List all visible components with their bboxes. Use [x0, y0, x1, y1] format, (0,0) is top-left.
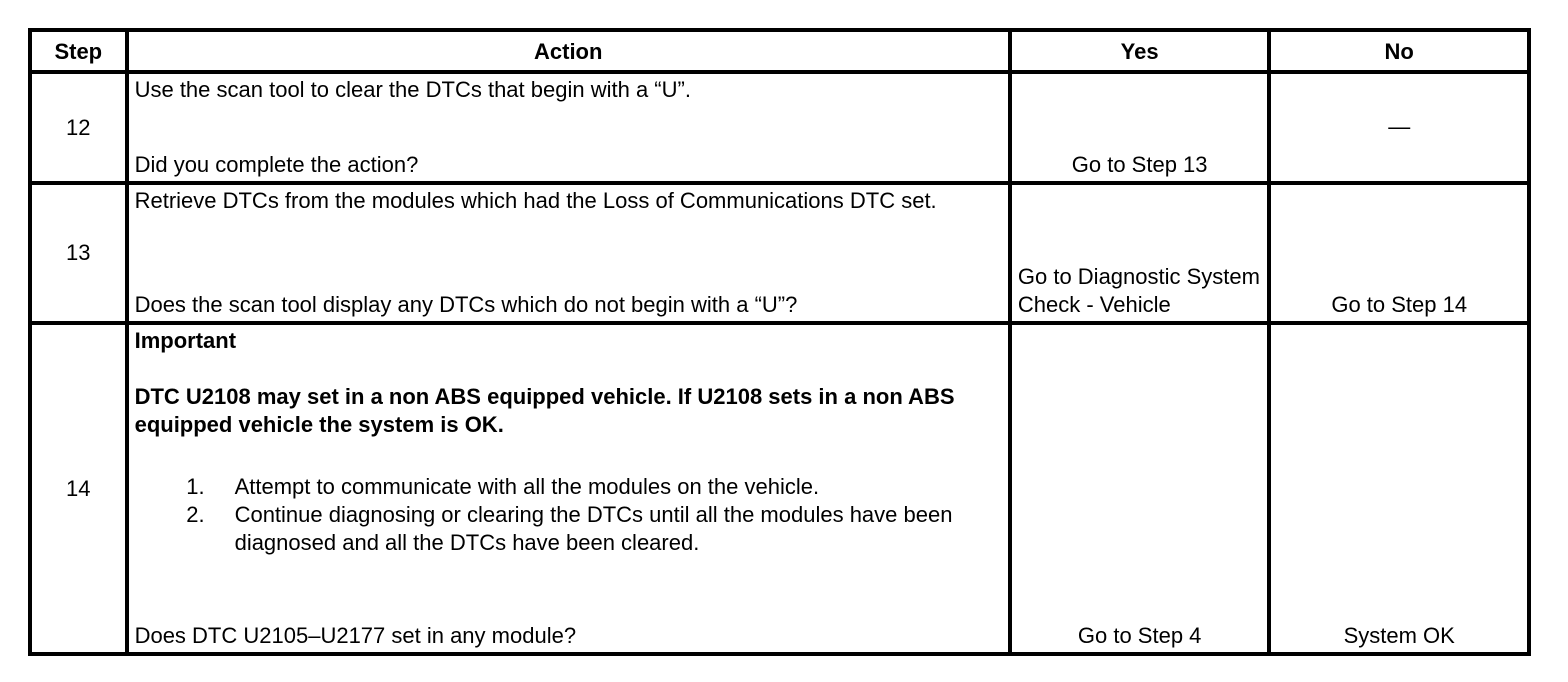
step-number: 12 — [30, 72, 127, 183]
table-row — [30, 323, 1529, 654]
header-yes: Yes — [1010, 30, 1270, 72]
action-text: Retrieve DTCs from the modules which had the Loss of Communications DTC set. — [134, 188, 937, 213]
step-number: 14 — [30, 323, 127, 654]
action-cell — [127, 323, 1010, 654]
table-row — [30, 72, 1529, 183]
diagnostic-step-table — [28, 28, 1531, 656]
action-text: Use the scan tool to clear the DTCs that begin with a “U”. — [134, 77, 691, 102]
list-item-text: Attempt to communicate with all the modules on the vehicle. — [234, 474, 820, 499]
action-question: Did you complete the action? — [134, 152, 419, 177]
table-row — [30, 183, 1529, 323]
procedure-list — [135, 473, 1002, 557]
action-cell — [127, 183, 1010, 323]
important-note: DTC U2108 may set in a non ABS equipped vehicle. If U2108 sets in a non ABS equipped vehicle the system is OK. — [134, 384, 955, 437]
yes-cell: Go to Step 13 — [1010, 72, 1270, 183]
no-cell: System OK — [1269, 323, 1529, 654]
no-cell: Go to Step 14 — [1269, 183, 1529, 323]
yes-cell: Go to Step 4 — [1010, 323, 1270, 654]
important-label: Important — [134, 328, 237, 353]
yes-cell: Go to Diagnostic System Check - Vehicle — [1010, 183, 1270, 323]
header-no: No — [1269, 30, 1529, 72]
list-item — [135, 473, 1002, 501]
list-item-text: Continue diagnosing or clearing the DTCs until all the modules have been diagnosed and all the DTCs have been cleared. — [234, 502, 953, 555]
header-action: Action — [127, 30, 1010, 72]
table-header-row — [30, 30, 1529, 72]
list-item-number: 2. — [186, 502, 205, 527]
action-question: Does the scan tool display any DTCs which do not begin with a “U”? — [134, 292, 798, 317]
step-number: 13 — [30, 183, 127, 323]
action-question: Does DTC U2105–U2177 set in any module? — [134, 623, 577, 648]
list-item-number: 1. — [186, 474, 205, 499]
header-step: Step — [30, 30, 127, 72]
list-item — [135, 501, 1002, 557]
action-cell — [127, 72, 1010, 183]
no-cell: — — [1269, 72, 1529, 183]
